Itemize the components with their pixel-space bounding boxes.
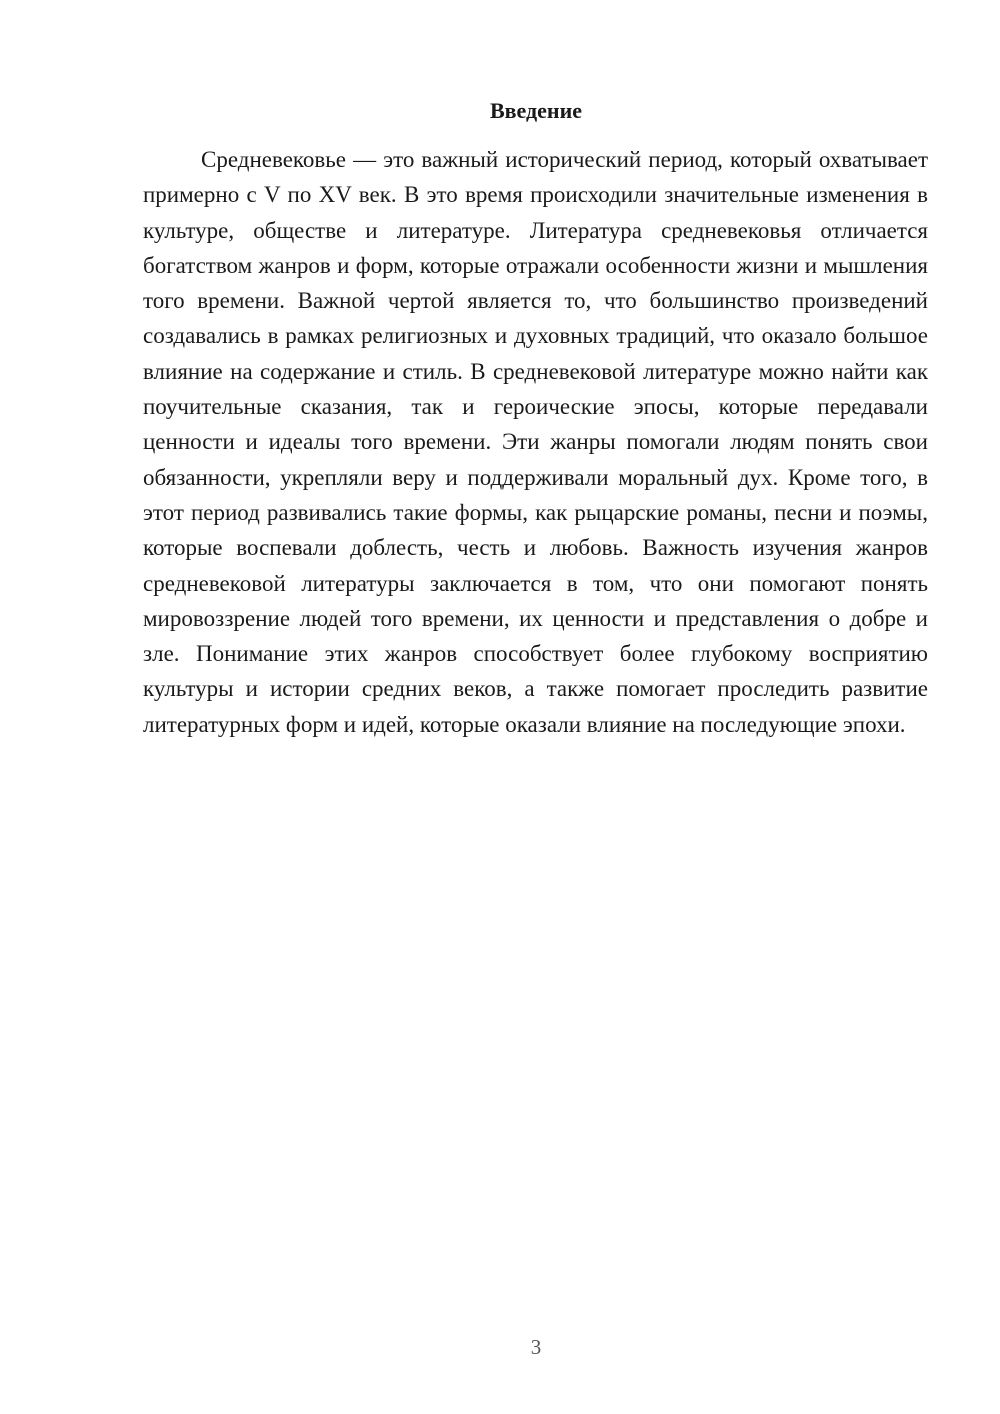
page-number: 3 [530, 1335, 542, 1359]
body-paragraph: Средневековье — это важный исторический период, который охватывает примерно с V по XV век. В это время происходили значительные изменения в культуре, обществе и литературе. Литература средневековья отличается богатством жанров и форм, которые отражали особенности жизни и мышления того времени. Важной чертой является то, что большинство произведений создавались в рамках религиозных и духовных традиций, что оказало большое влияние на содержание и стиль. В средневековой литературе можно найти как поучительные сказания, так и героические эпосы, которые передавали ценности и идеалы того времени. Эти жанры помогали людям понять свои обязанности, укрепляли веру и поддерживали моральный дух. Кроме того, в этот период развивались такие формы, как рыцарские романы, песни и поэмы, которые воспевали доблесть, честь и любовь. Важность изучения жанров средневековой литературы заключается в том, что они помогают понять мировоззрение людей того времени, их ценности и представления о добре и зле. Понимание этих жанров способствует более глубокому восприятию культуры и истории средних веков, а также помогает проследить развитие литературных форм и идей, которые оказали влияние на последующие эпохи. [143, 147, 928, 737]
section-heading: Введение [489, 98, 583, 123]
